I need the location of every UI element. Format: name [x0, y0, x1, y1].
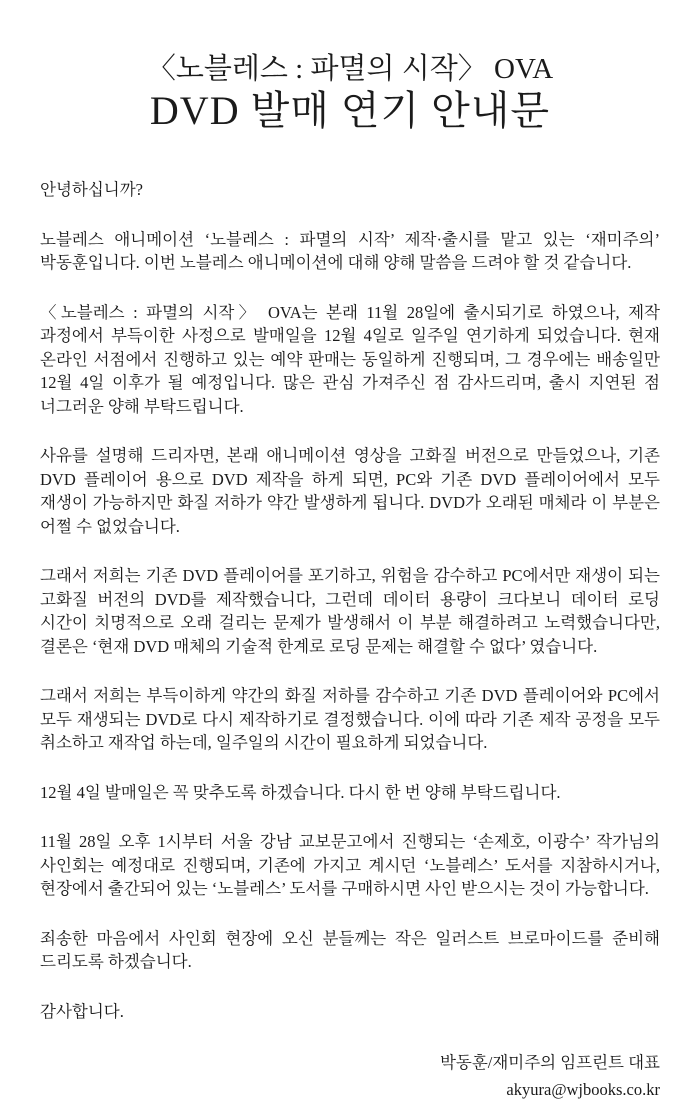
paragraph: 안녕하십니까? — [40, 180, 143, 199]
paragraph: 노블레스 애니메이션 ‘노블레스 : 파멸의 시작’ 제작·출시를 맡고 있는 ‘재미주의’ 박동훈입니다. 이번 노블레스 애니메이션에 대해 양해 말씀을 드려야 할 것 같습니다. — [40, 229, 660, 272]
paragraph: 12월 4일 발매일은 꼭 맞추도록 하겠습니다. 다시 한 번 양해 부탁드립니다. — [40, 782, 561, 802]
paragraph: 죄송한 마음에서 사인회 현장에 오신 분들께는 작은 일러스트 브로마이드를 준비해 드리도록 하겠습니다. — [40, 928, 660, 971]
paragraph: 그래서 저희는 부득이하게 약간의 화질 저하를 감수하고 기존 DVD 플레이어와 PC에서 모두 재생되는 DVD로 다시 제작하기로 결정했습니다. 이에 따라 기존 제작 공정을 모두 취소하고 재작업 하는데, 일주일의 시간이 필요하게 되었습니다. — [40, 686, 660, 752]
paragraph: 사유를 설명해 드리자면, 본래 애니메이션 영상을 고화질 버전으로 만들었으나, 기존 DVD 플레이어 용으로 DVD 제작을 하게 되면, PC와 기존 DVD 플레이어에서 모두 재생이 가능하지만 화질 저하가 약간 발생하게 됩니다. DVD가 오래된 매체라 이 부분은 어쩔 수 없었습니다. — [40, 446, 660, 536]
page-title — [40, 50, 660, 134]
paragraph: 11월 28일 오후 1시부터 서울 강남 교보문고에서 진행되는 ‘손제호, 이광수’ 작가님의 사인회는 예정대로 진행되며, 기존에 가지고 계시던 ‘노블레스’ 도서를 지참하시거나, 현장에서 출간되어 있는 ‘노블레스’ 도서를 구매하시면 사인 받으시는 것이 가능합니다. — [40, 832, 660, 898]
paragraph: 〈노블레스 : 파멸의 시작〉 OVA는 본래 11월 28일에 출시되기로 하였으나, 제작 과정에서 부득이한 사정으로 발매일을 12월 4일로 일주일 연기하게 되었습니다. 현재 온라인 서점에서 진행하고 있는 예약 판매는 동일하게 진행되며, 그 경우에는 배송일만 12월 4일 이후가 될 예정입니다. 많은 관심 가져주신 점 감사드리며, 출시 지연된 점 너그러운 양해 부탁드립니다. — [40, 302, 660, 416]
title-series-line: 〈노블레스 : 파멸의 시작〉 OVA — [146, 53, 554, 85]
signature-name-title: 박동훈/재미주의 임프린트 대표 — [439, 1053, 660, 1072]
title-main-line: DVD 발매 연기 안내문 — [149, 88, 551, 133]
paragraph: 그래서 저희는 기존 DVD 플레이어를 포기하고, 위험을 감수하고 PC에서만 재생이 되는 고화질 버전의 DVD를 제작했습니다, 그런데 데이터 용량이 크다보니 데이터 로딩 시간이 치명적으로 오래 걸리는 문제가 발생해서 이 부분 해결하려고 노력했습니다만, 결론은 ‘현재 DVD 매체의 기술적 한계로 로딩 문제는 해결할 수 없다’ 였습니다. — [40, 566, 660, 656]
paragraph: 감사합니다. — [40, 1001, 124, 1021]
signature-block — [40, 1049, 660, 1103]
body-paragraphs — [40, 178, 660, 1023]
signature-email: akyura@wjbooks.co.kr — [506, 1080, 660, 1099]
